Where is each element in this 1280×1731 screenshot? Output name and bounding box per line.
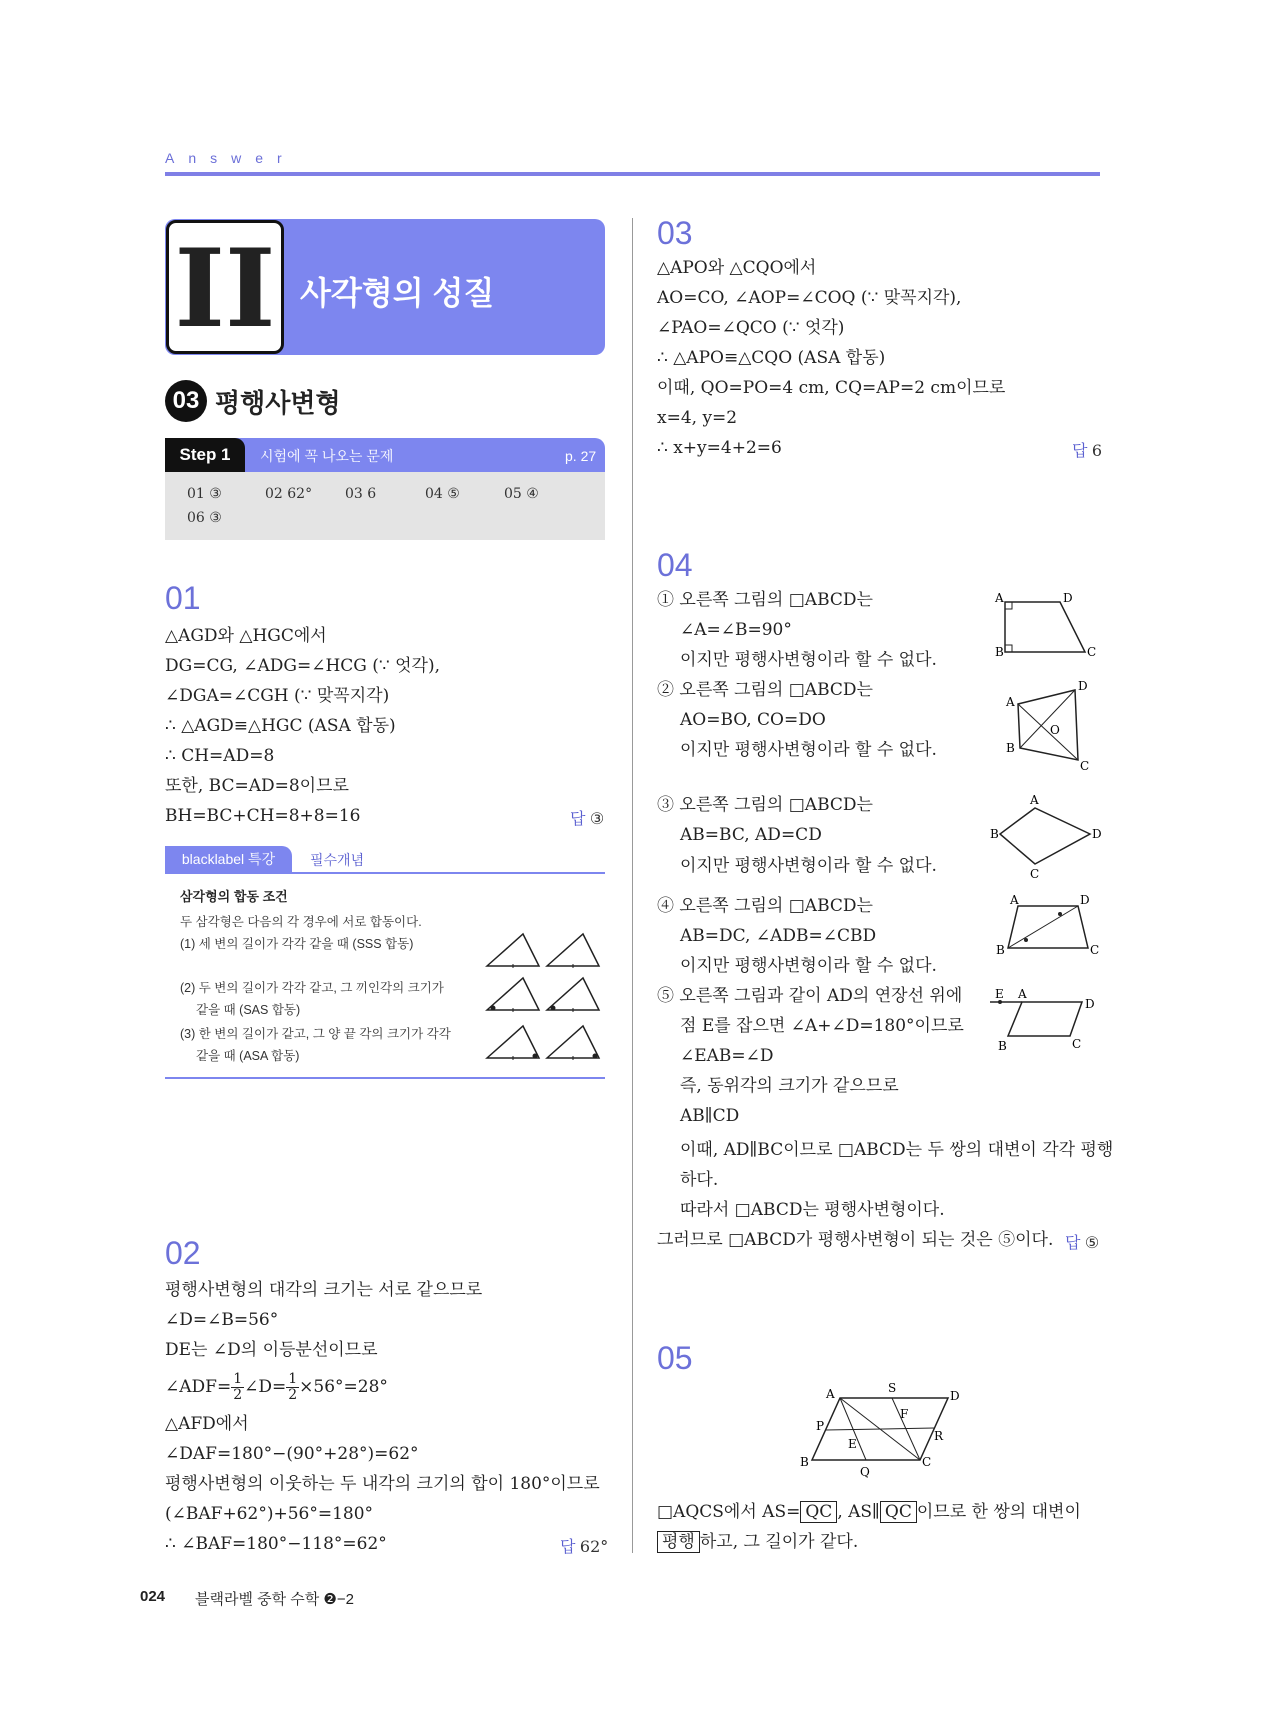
p04-fig5-label-a: A bbox=[1018, 987, 1027, 1001]
p04-fig3-label-b: B bbox=[990, 827, 999, 841]
p05-label-s: S bbox=[888, 1381, 897, 1395]
p04-fig1-label-b: B bbox=[995, 645, 1004, 659]
p05-label-p: P bbox=[816, 1419, 825, 1433]
blacklabel-rule bbox=[165, 872, 605, 874]
p02-line: 평행사변형의 대각의 크기는 서로 같으므로 bbox=[165, 1280, 483, 1300]
p04-fig5-label-e: E bbox=[995, 987, 1004, 1001]
header-rule bbox=[165, 172, 1100, 176]
p05-label-q: Q bbox=[860, 1465, 870, 1479]
answer-item: 05 ④ bbox=[504, 486, 539, 502]
footer-page-number: 024 bbox=[140, 1588, 166, 1605]
p05-label-d: D bbox=[950, 1389, 960, 1403]
p02-fraction-line: ∠ADF= $\frac{1}{2}$ ∠D= $\frac{1}{2}$ ×56°=28° bbox=[165, 1371, 388, 1403]
p03-answer: 답 6 bbox=[1072, 441, 1103, 460]
section-number: 03 bbox=[165, 380, 207, 422]
p05-label-e: E bbox=[848, 1437, 857, 1451]
p01-line: △AGD와 △HGC에서 bbox=[165, 626, 327, 646]
p04-line: ① 오른쪽 그림의 □ABCD는 bbox=[657, 590, 873, 610]
p05-label-c: C bbox=[922, 1455, 932, 1469]
problem-number-04: 04 bbox=[657, 547, 693, 583]
p05-label-f: F bbox=[900, 1407, 909, 1421]
section-title: 평행사변형 bbox=[215, 388, 341, 418]
p04-line: 이지만 평행사변형이라 할 수 없다. bbox=[680, 856, 937, 876]
answer-item: 02 62° bbox=[265, 486, 313, 502]
blacklabel-tag: blacklabel 특강 bbox=[165, 846, 292, 872]
p05-figure bbox=[800, 1380, 970, 1480]
congruence-triangles-figure bbox=[485, 930, 605, 1065]
p04-line: ③ 오른쪽 그림의 □ABCD는 bbox=[657, 795, 873, 815]
p04-fig3-label-d: D bbox=[1092, 827, 1102, 841]
answer-item: 01 ③ bbox=[187, 486, 222, 502]
p03-line: ∴ x+y=4+2=6 bbox=[657, 438, 782, 458]
blacklabel-bottom-rule bbox=[165, 1077, 605, 1079]
p01-line: DG=CG, ∠ADG=∠HCG (∵ 엇각), bbox=[165, 656, 441, 676]
p04-line: 이지만 평행사변형이라 할 수 없다. bbox=[680, 956, 937, 976]
p04-fig4-label-b: B bbox=[996, 943, 1005, 957]
p03-line: x=4, y=2 bbox=[657, 408, 738, 428]
p04-answer: 답 ⑤ bbox=[1065, 1233, 1100, 1252]
p05-line-1: □AQCS에서 AS= QC , AS∥ QC 이므로 한 쌍의 대변이 bbox=[657, 1502, 1081, 1522]
blacklabel-c2b: 같을 때 (SAS 합동) bbox=[196, 1003, 301, 1017]
answer-item: 04 ⑤ bbox=[425, 486, 460, 502]
p01-line: ∴ △AGD≡△HGC (ASA 합동) bbox=[165, 716, 396, 736]
p02-line: △AFD에서 bbox=[165, 1414, 249, 1434]
p02-answer: 답 62° bbox=[560, 1537, 609, 1556]
p04-fig2-label-o: O bbox=[1050, 723, 1060, 737]
p04-line: 이지만 평행사변형이라 할 수 없다. bbox=[680, 650, 937, 670]
p02-line: ∠DAF=180°−(90°+28°)=62° bbox=[165, 1444, 419, 1464]
problem-number-03: 03 bbox=[657, 215, 693, 251]
step-tag: Step 1 bbox=[165, 438, 245, 472]
footer-book-title: 블랙라벨 중학 수학 ❷−2 bbox=[195, 1591, 354, 1608]
p03-line: ∴ △APO≡△CQO (ASA 합동) bbox=[657, 348, 886, 368]
p04-line: 따라서 □ABCD는 평행사변형이다. bbox=[680, 1200, 945, 1220]
p04-fig2-label-d: D bbox=[1078, 679, 1088, 693]
p01-line: 또한, BC=AD=8이므로 bbox=[165, 776, 349, 796]
p05-blank-1: QC bbox=[800, 1501, 837, 1523]
p01-answer: 답 ③ bbox=[570, 809, 605, 828]
answer-item: 03 6 bbox=[345, 486, 377, 502]
p04-fig5-label-d: D bbox=[1085, 997, 1095, 1011]
p04-line: 이때, AD∥BC이므로 □ABCD는 두 쌍의 대변이 각각 평행 bbox=[680, 1140, 1114, 1160]
blacklabel-c3a: (3) 한 변의 길이가 같고, 그 양 끝 각의 크기가 각각 bbox=[180, 1027, 451, 1041]
p05-label-a: A bbox=[826, 1387, 835, 1401]
blacklabel-intro: 두 삼각형은 다음의 각 경우에 서로 합동이다. bbox=[180, 915, 422, 929]
p04-line: AB=BC, AD=CD bbox=[680, 825, 822, 845]
step-page: p. 27 bbox=[565, 448, 597, 464]
p04-line: ② 오른쪽 그림의 □ABCD는 bbox=[657, 680, 873, 700]
p03-line: 이때, QO=PO=4 cm, CQ=AP=2 cm이므로 bbox=[657, 378, 1006, 398]
p04-line: AB=DC, ∠ADB=∠CBD bbox=[680, 926, 877, 946]
p04-fig1-label-c: C bbox=[1087, 645, 1097, 659]
step-desc: 시험에 꼭 나오는 문제 bbox=[260, 448, 394, 464]
chapter-title: 사각형의 성질 bbox=[300, 275, 495, 311]
p01-line: BH=BC+CH=8+8=16 bbox=[165, 806, 361, 826]
p04-fig4-label-c: C bbox=[1090, 943, 1100, 957]
p04-fig4-label-a: A bbox=[1010, 893, 1019, 907]
p04-fig5-label-b: B bbox=[998, 1039, 1007, 1053]
problem-number-05: 05 bbox=[657, 1340, 693, 1376]
p04-fig2-label-a: A bbox=[1006, 695, 1015, 709]
p04-line: ⑤ 오른쪽 그림과 같이 AD의 연장선 위에 bbox=[657, 986, 963, 1006]
problem-number-01: 01 bbox=[165, 580, 201, 616]
p01-line: ∴ CH=AD=8 bbox=[165, 746, 275, 766]
p04-fig4-label-d: D bbox=[1080, 893, 1090, 907]
p02-line: DE는 ∠D의 이등분선이므로 bbox=[165, 1340, 378, 1360]
p04-fig2-label-b: B bbox=[1006, 741, 1015, 755]
blacklabel-c2a: (2) 두 변의 길이가 각각 같고, 그 끼인각의 크기가 bbox=[180, 981, 444, 995]
step-answers bbox=[165, 472, 605, 540]
blacklabel-c3b: 같을 때 (ASA 합동) bbox=[196, 1049, 300, 1063]
p04-fig1-label-d: D bbox=[1063, 591, 1073, 605]
p04-line: ∠A=∠B=90° bbox=[680, 620, 792, 640]
p04-fig3-label-a: A bbox=[1030, 793, 1039, 807]
p03-line: ∠PAO=∠QCO (∵ 엇각) bbox=[657, 318, 845, 338]
p05-label-b: B bbox=[800, 1455, 809, 1469]
blacklabel-head: 삼각형의 합동 조건 bbox=[180, 889, 288, 904]
p05-blank-3: 평행 bbox=[657, 1531, 700, 1553]
column-divider bbox=[632, 218, 633, 1553]
p05-label-r: R bbox=[934, 1429, 944, 1443]
p02-line: (∠BAF+62°)+56°=180° bbox=[165, 1504, 374, 1524]
p04-line: ④ 오른쪽 그림의 □ABCD는 bbox=[657, 896, 873, 916]
p01-line: ∠DGA=∠CGH (∵ 맞꼭지각) bbox=[165, 686, 390, 706]
p04-line: 점 E를 잡으면 ∠A+∠D=180°이므로 bbox=[680, 1016, 964, 1036]
p04-line: 하다. bbox=[680, 1170, 719, 1190]
chapter-roman: II bbox=[166, 220, 284, 354]
p04-figures bbox=[990, 588, 1100, 1068]
blacklabel-c1: (1) 세 변의 길이가 각각 같을 때 (SSS 합동) bbox=[180, 937, 414, 951]
p04-conclusion: 그러므로 □ABCD가 평행사변형이 되는 것은 ⑤이다. bbox=[657, 1230, 1054, 1250]
p04-line: AB∥CD bbox=[680, 1106, 740, 1126]
p04-fig2-label-c: C bbox=[1080, 759, 1090, 773]
p04-fig1-label-a: A bbox=[995, 591, 1004, 605]
p02-line: 평행사변형의 이웃하는 두 내각의 크기의 합이 180°이므로 bbox=[165, 1474, 600, 1494]
p04-fig5-label-c: C bbox=[1072, 1037, 1082, 1051]
p04-fig3-label-c: C bbox=[1030, 867, 1040, 881]
blacklabel-sub: 필수개념 bbox=[310, 852, 365, 868]
problem-number-02: 02 bbox=[165, 1235, 201, 1271]
p04-line: 즉, 동위각의 크기가 같으므로 bbox=[680, 1076, 899, 1096]
p02-line: ∴ ∠BAF=180°−118°=62° bbox=[165, 1534, 387, 1554]
p04-line: ∠EAB=∠D bbox=[680, 1046, 774, 1066]
p03-line: △APO와 △CQO에서 bbox=[657, 258, 817, 278]
p03-line: AO=CO, ∠AOP=∠COQ (∵ 맞꼭지각), bbox=[657, 288, 962, 308]
p04-line: AO=BO, CO=DO bbox=[680, 710, 826, 730]
answer-item: 06 ③ bbox=[187, 510, 222, 526]
p04-line: 이지만 평행사변형이라 할 수 없다. bbox=[680, 740, 937, 760]
header-answer: Answer bbox=[165, 150, 296, 166]
p05-blank-2: QC bbox=[880, 1501, 917, 1523]
p05-line-2: 평행 하고, 그 길이가 같다. bbox=[657, 1532, 858, 1552]
p02-line: ∠D=∠B=56° bbox=[165, 1310, 279, 1330]
